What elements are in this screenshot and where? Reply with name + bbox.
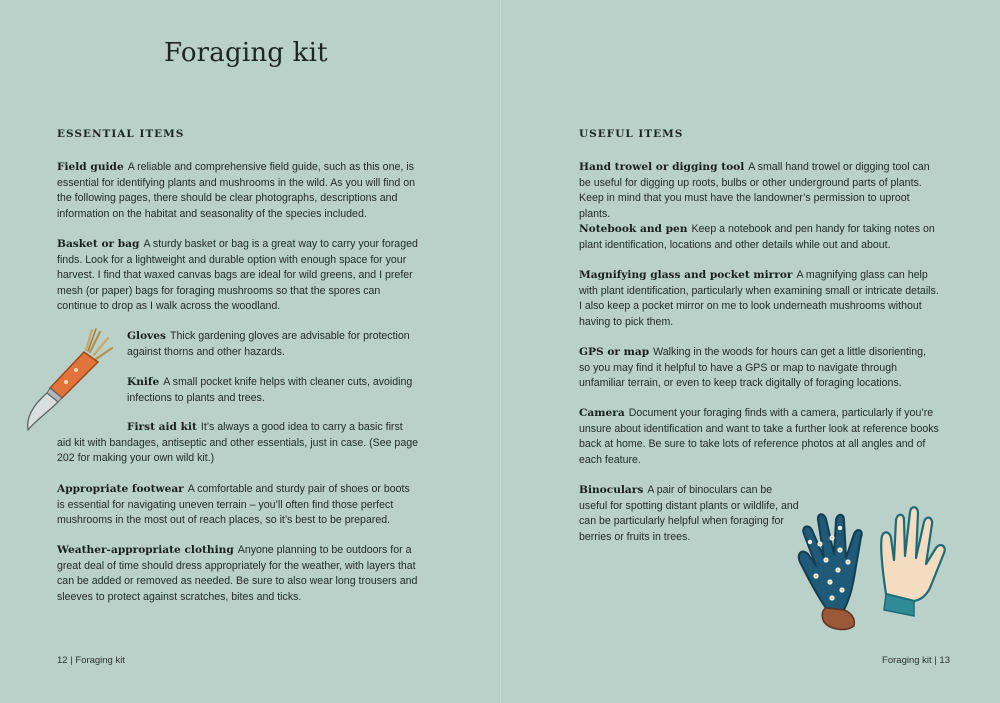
entry-term: Gloves — [127, 330, 166, 342]
entry-term: Appropriate footwear — [57, 483, 184, 495]
entry-term: Binoculars — [579, 484, 644, 496]
entry-binoculars — [579, 483, 801, 545]
entry-text: A pair of binoculars can be useful for spotting distant plants or wildlife, and can be particularly helpful when foraging for berries or fruits in trees. — [579, 484, 799, 543]
entry-term: First aid kit — [127, 421, 197, 433]
entry-term: GPS or map — [579, 346, 650, 358]
entry-term: Basket or bag — [57, 238, 140, 250]
entry-text: It’s always a good idea to carry a basic first aid kit with bandages, antiseptic and other essentials, just in case. (See page 202 for making your own wild kit.) — [57, 421, 418, 465]
entry-text: A sturdy basket or bag is a great way to carry your foraged finds. Look for a lightweight and durable option with enough space for your harvest. I find that waxed canvas bags are ideal for wild greens, and I prefer mesh (or paper) bags for foraging mushrooms so that the spores can continue to drop as I walk across the woodland. — [57, 238, 418, 313]
page-title: Foraging kit — [164, 38, 328, 68]
page-footer-left: 12 | Foraging kit — [57, 655, 125, 666]
cream-glove — [881, 507, 945, 616]
entry-term: Camera — [579, 407, 625, 419]
right-page — [502, 0, 1000, 703]
entry-text: Document your foraging finds with a camera, particularly if you’re unsure about identification and want to take a further look at reference books back at home. Be sure to take lots of reference photos at all angles and of each feature. — [579, 407, 939, 466]
blue-glove — [799, 514, 862, 629]
entry-term: Hand trowel or digging tool — [579, 161, 745, 173]
entry-weather-appropriate-clothing — [57, 543, 419, 605]
essential-items-heading: ESSENTIAL ITEMS — [57, 128, 185, 140]
entry-first-aid-kit — [57, 420, 419, 467]
entry-magnifying-glass — [579, 268, 939, 330]
brush-bristles — [86, 329, 112, 359]
entry-term: Weather-appropriate clothing — [57, 544, 234, 556]
entry-text: A small hand trowel or digging tool can be useful for digging up roots, bulbs or other underground parts of plants. Keep in mind that you must have the landowner’s permission to uproot plants. — [579, 161, 930, 220]
entry-term: Knife — [127, 376, 160, 388]
entry-text: Thick gardening gloves are advisable for protection against thorns and other hazards. — [127, 330, 410, 358]
entry-field-guide — [57, 160, 419, 222]
knife-handle — [50, 352, 98, 398]
entry-gps-or-map — [579, 345, 939, 392]
entry-text: Walking in the woods for hours can get a little disorienting, so you may find it helpful to have a GPS or map to navigate through unfamiliar terrain, or even to keep track digitally of foraging locations. — [579, 346, 927, 390]
entry-text: A small pocket knife helps with cleaner cuts, avoiding infections to plants and trees. — [127, 376, 413, 404]
mushroom-knife-icon — [18, 322, 116, 434]
gardening-gloves-icon — [786, 498, 956, 633]
entry-hand-trowel — [579, 160, 939, 222]
entry-basket-or-bag — [57, 237, 419, 315]
useful-items-heading: USEFUL ITEMS — [579, 128, 684, 140]
entry-term: Notebook and pen — [579, 223, 688, 235]
entry-camera — [579, 406, 939, 468]
entry-text: A reliable and comprehensive field guide, such as this one, is essential for identifying plants and mushrooms in the wild. As you will find on the following pages, there should be clear photographs, descriptions and information on the habitat and seasonality of the species included. — [57, 161, 416, 220]
entry-text: Anyone planning to be outdoors for a great deal of time should dress appropriately for the weather, with layers that can be added or removed as needed. Be sure to also wear long trousers and sleeves to protect against scratches, bites and ticks. — [57, 544, 418, 603]
entry-term: Field guide — [57, 161, 124, 173]
knife-blade — [28, 393, 58, 430]
entry-knife — [127, 375, 419, 406]
entry-appropriate-footwear — [57, 482, 419, 529]
page-footer-right: Foraging kit | 13 — [882, 655, 950, 666]
entry-text: A magnifying glass can help with plant identification, particularly when examining small or intricate details. I also keep a pocket mirror on me to look underneath mushrooms without having to pick them. — [579, 269, 939, 328]
entry-text: A comfortable and sturdy pair of shoes or boots is essential for navigating uneven terrain – you’ll often find those perfect mushrooms in the most out of reach places, so it’s best to be prepared. — [57, 483, 410, 527]
entry-term: Magnifying glass and pocket mirror — [579, 269, 793, 281]
entry-text: Keep a notebook and pen handy for taking notes on plant identification, locations and other details while out and about. — [579, 223, 935, 251]
entry-gloves — [127, 329, 419, 360]
entry-notebook-and-pen — [579, 222, 939, 253]
